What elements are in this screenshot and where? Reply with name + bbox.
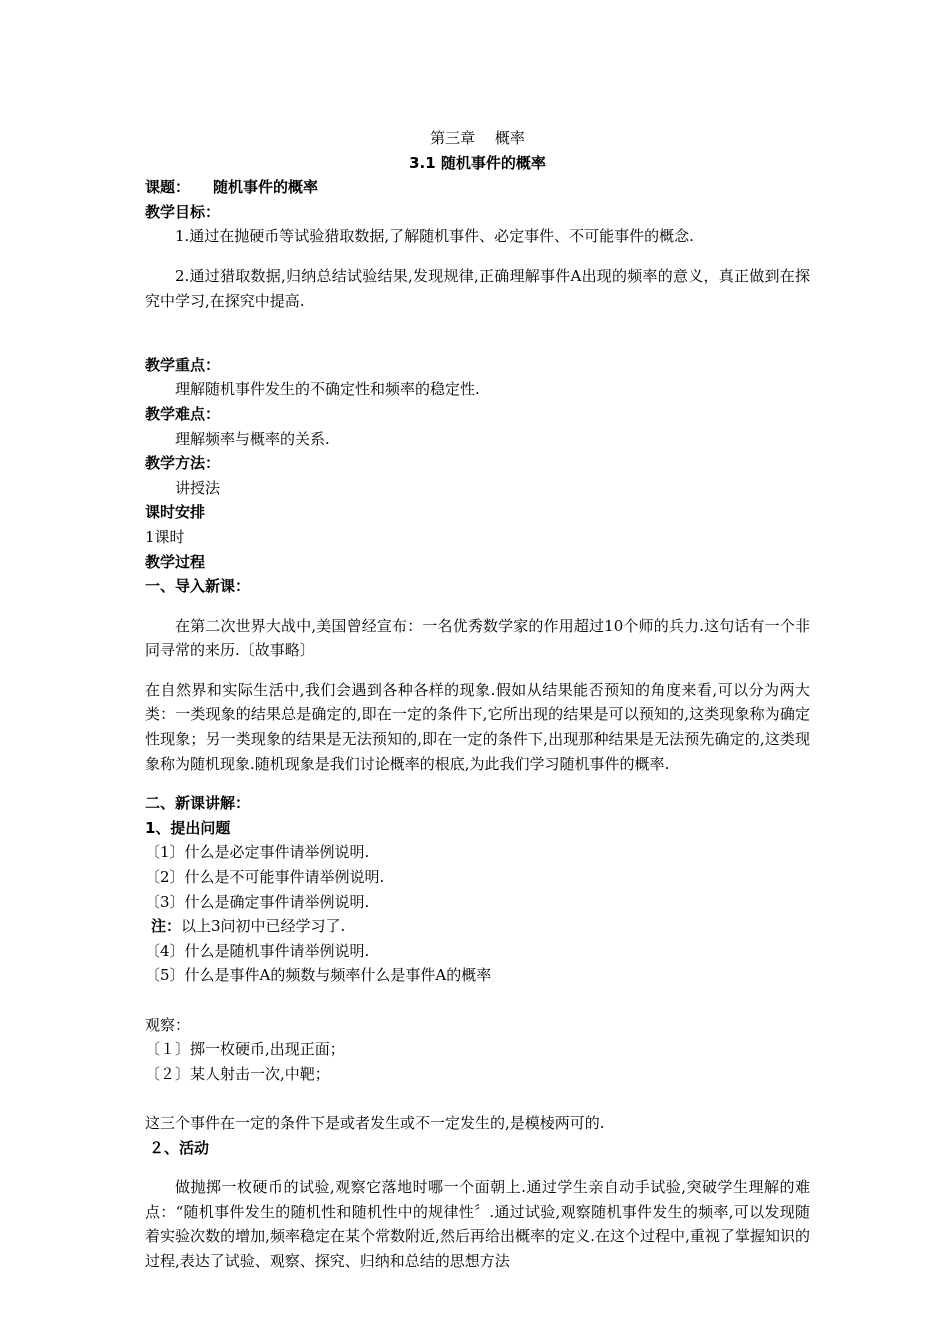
question-item: 〔5〕什么是事件A的频数与频率什么是事件A的概率 xyxy=(145,966,492,985)
note-line xyxy=(145,914,810,939)
schedule-text: 1课时 xyxy=(145,527,185,546)
method-text: 讲授法 xyxy=(175,478,221,497)
question-item: 〔3〕什么是确定事件请举例说明. xyxy=(145,892,370,911)
observe-summary: 这三个事件在一定的条件下是或者发生或不一定发生的,是模棱两可的. xyxy=(145,1113,605,1132)
spacer xyxy=(145,328,810,353)
intro-heading: 一、导入新课： xyxy=(145,577,251,596)
activity-paragraph: 做抛掷一枚硬币的试验,观察它落地时哪一个面朝上.通过学生亲自动手试验,突破学生理解的难点：“随机事件发生的随机性和随机性中的规律性〞.通过试验,观察随机事件发生的频率,可以发现随着实验次数的增加,频率稳定在某个常数附近,然后再给出概率的定义.在这个过程中,重视了掌握知识的过程,表达了试验、观察、探究、归纳和总结的思想方法 xyxy=(145,1178,810,1270)
process-heading: 教学过程 xyxy=(145,552,206,571)
key-points-text: 理解随机事件发生的不确定性和频率的稳定性. xyxy=(175,380,480,399)
observe-heading: 观察： xyxy=(145,1015,191,1034)
schedule-heading: 课时安排 xyxy=(145,503,206,522)
difficulties-heading: 教学难点： xyxy=(145,404,221,423)
spacer xyxy=(145,1086,810,1111)
question-item: 〔4〕什么是随机事件请举例说明. xyxy=(145,941,370,960)
new-lesson-heading: 二、新课讲解： xyxy=(145,794,251,813)
method-heading: 教学方法： xyxy=(145,454,221,473)
objective-item-1: 1.通过在抛硬币等试验猎取数据,了解随机事件、必定事件、不可能事件的概念. xyxy=(175,227,694,246)
intro-paragraph-2: 在自然界和实际生活中,我们会遇到各种各样的现象.假如从结果能否预知的角度来看,可以分为两大类：一类现象的结果总是确定的,即在一定的条件下,它所出现的结果是可以预知的,这类现象称为确定性现象；另一类现象的结果是无法预知的,即在一定的条件下,出现那种结果是无法预先确定的,这类现象称为随机现象.随机现象是我们讨论概率的根底,为此我们学习随机事件的概率. xyxy=(145,680,810,773)
note-label: 注： xyxy=(151,917,182,936)
observe-item: 〔１〕掷一枚硬币,出现正面； xyxy=(145,1040,345,1059)
intro-paragraph-1: 在第二次世界大战中,美国曾经宣布：一名优秀数学家的作用超过10个师的兵力.这句话有一个非同寻常的来历.〔故事略〕 xyxy=(145,616,810,660)
note-text: 以上3问初中已经学习了. xyxy=(181,917,346,936)
question-item: 〔2〕什么是不可能事件请举例说明. xyxy=(145,868,385,887)
questions-heading: 1、提出问题 xyxy=(145,818,231,837)
observe-item: 〔２〕某人射击一次,中靶； xyxy=(145,1064,330,1083)
document-page xyxy=(145,126,810,1289)
activity-heading: ２、活动 xyxy=(149,1138,210,1157)
chapter-title: 第三章 概率 xyxy=(430,129,525,147)
objective-item-2: 2.通过猎取数据,归纳总结试验结果,发现规律,正确理解事件A出现的频率的意义，真正做到在探究中学习,在探究中提高. xyxy=(145,266,810,310)
topic-line xyxy=(145,175,810,200)
key-points-heading: 教学重点： xyxy=(145,355,221,374)
topic-label: 课题： xyxy=(145,178,191,197)
spacer xyxy=(145,988,810,1013)
difficulties-text: 理解频率与概率的关系. xyxy=(175,429,330,448)
question-item: 〔1〕什么是必定事件请举例说明. xyxy=(145,843,370,862)
section-title: 3.1 随机事件的概率 xyxy=(409,153,546,172)
objectives-heading: 教学目标： xyxy=(145,202,221,221)
topic-value: 随机事件的概率 xyxy=(213,178,319,197)
